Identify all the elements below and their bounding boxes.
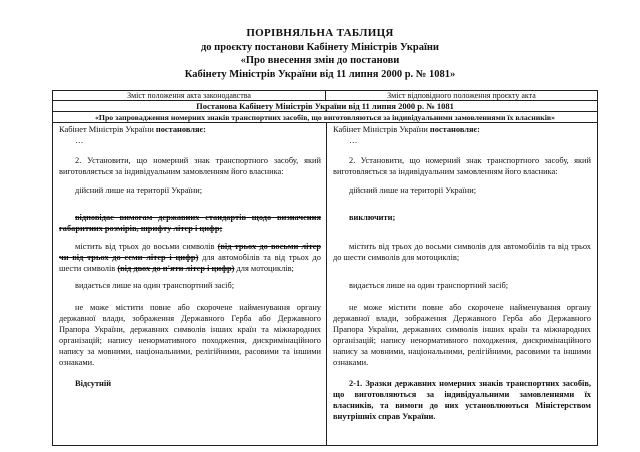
comparison-table bbox=[52, 90, 598, 446]
right-intro bbox=[333, 124, 591, 135]
left-p5-struck-d: (від двох до п'яти літер і цифр) bbox=[117, 264, 235, 273]
right-intro-bold: постановляє: bbox=[429, 125, 480, 134]
right-paragraph-3: дійсний лише на території України; bbox=[349, 186, 477, 195]
right-paragraph-5: містить від трьох до восьми символів для автомобілів та від трьох до шести символів для мотоциклів; bbox=[333, 242, 591, 262]
column-header-current: Зміст положення акта законодавства bbox=[53, 91, 326, 101]
right-paragraph-7: не може містити повне або скорочене найменування органу державної влади, зображення Державного Герба або Державного Прапора України, державних символів інших країн та міжнародних організацій; напису ненормативного походження, дискримінаційного напису за мовними, національними, релігійними, расовими та іншими ознаками. bbox=[333, 303, 591, 367]
act-subtitle-row: «Про запровадження номерних знаків транспортних засобів, що виготовляються за індивідуальними замовленнями їх власників» bbox=[53, 112, 597, 123]
document-title: ПОРІВНЯЛЬНА ТАБЛИЦЯ bbox=[246, 27, 394, 39]
document-subtitle-line-3: Кабінету Міністрів України від 11 липня 2000 р. № 1081» bbox=[184, 69, 456, 80]
right-ellipsis: … bbox=[349, 136, 358, 145]
column-header-proposed: Зміст відповідного положення проєкту акта bbox=[326, 91, 597, 101]
left-paragraph-4-struck: відповідає вимогам державних стандартів щодо визначення габаритних розмірів, шрифту літер і цифр; bbox=[59, 213, 321, 233]
right-paragraph-6: видається лише на один транспортний засіб; bbox=[349, 281, 509, 290]
left-p5-text-c: для автомобілів та від трьох до шести символів bbox=[59, 253, 321, 273]
document-subtitle-line-1: до проєкту постанови Кабінету Міністрів України bbox=[201, 42, 439, 53]
left-paragraph-5 bbox=[59, 241, 321, 274]
left-intro-bold: постановляє: bbox=[155, 125, 206, 134]
left-p5-text-e: для мотоциклів; bbox=[234, 264, 294, 273]
left-paragraph-3: дійсний лише на території України; bbox=[75, 186, 203, 195]
document-subtitle-line-2: «Про внесення змін до постанови bbox=[240, 55, 400, 66]
left-paragraph-7: не може містити повне або скорочене найменування органу державної влади, зображення Державного Герба або Державного Прапора України, державних символів інших країн та міжнародних організацій; напису ненормативного походження, дискримінаційного напису за мовними, національними, релігійними, расовими та іншими ознаками. bbox=[59, 303, 321, 367]
left-p5-struck-b: (від трьох до восьми літер чи від трьох до семи літер і цифр) bbox=[59, 242, 321, 262]
left-intro-text: Кабінет Міністрів України bbox=[59, 125, 156, 134]
left-paragraph-6: видається лише на один транспортний засіб; bbox=[75, 281, 235, 290]
left-intro bbox=[59, 124, 321, 135]
left-ellipsis: … bbox=[75, 136, 84, 145]
right-paragraph-2: 2. Установити, що номерний знак транспортного засобу, який виготовляється за індивідуальним замовленням його власника: bbox=[333, 156, 591, 176]
left-absent-label: Відсутній bbox=[75, 379, 112, 388]
right-paragraph-4: виключити; bbox=[349, 213, 396, 222]
left-paragraph-2: 2. Установити, що номерний знак транспортного засобу, який виготовляється за індивідуальним замовленням його власника: bbox=[59, 156, 321, 176]
right-paragraph-2-1: 2-1. Зразки державних номерних знаків транспортних засобів, що виготовляються за індивідуальними замовленнями їх власників, та вимоги до них установлюються Міністерством внутрішніх справ України. bbox=[333, 379, 591, 421]
column-divider bbox=[326, 123, 327, 445]
act-title-row: Постанова Кабінету Міністрів України від 11 липня 2000 р. № 1081 bbox=[53, 101, 597, 112]
right-intro-text: Кабінет Міністрів України bbox=[333, 125, 430, 134]
left-p5-text-a: містить від трьох до восьми символів bbox=[75, 242, 218, 251]
